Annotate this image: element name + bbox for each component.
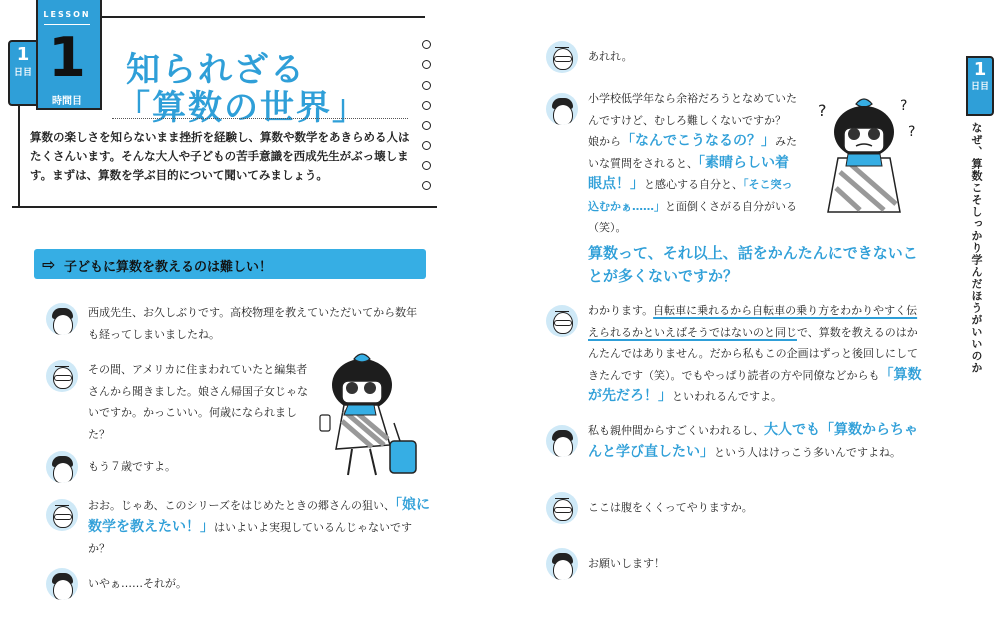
binder-ring-icon [422, 81, 431, 90]
dialogue-text: はいよいよ実現しているんじゃないですか？ [88, 520, 412, 555]
dialogue-line: お願いします！ [588, 557, 665, 570]
lesson-rule [44, 24, 90, 25]
avatar-nishinari [46, 568, 78, 600]
lesson-sub-label: 時間目 [52, 96, 82, 107]
dialogue-line: ここは腹をくくってやりますか。 [588, 501, 753, 514]
svg-text:?: ? [818, 101, 827, 120]
dialogue-text: わかります。 [588, 304, 654, 317]
dialogue-highlight: 「娘に数学を教えたい！」 [88, 497, 431, 535]
title-divider [112, 118, 408, 119]
day-tab-left [8, 40, 38, 106]
day-tab-right [966, 56, 994, 116]
dialogue-line: その間、アメリカに住まわれていたと編集者さんから聞きました。娘さん帰国子女じゃないですか。かっこいい。何歳になられました？ [88, 363, 308, 441]
avatar-editor [46, 360, 78, 392]
binder-ring-icon [422, 60, 431, 69]
dialogue-line [588, 300, 924, 408]
header-top-border [95, 16, 425, 18]
dialogue-highlight: 大人でも「算数からちゃんと学び直したい」 [588, 422, 918, 460]
day-tab-label: 日目 [13, 68, 32, 78]
dialogue-line: もう７歳ですよ。 [88, 460, 176, 473]
binder-ring-icon [422, 101, 431, 110]
girl-with-suitcase-illustration [314, 345, 426, 485]
avatar-editor [46, 499, 78, 531]
dialogue-text: と感心する自分と、 [644, 178, 743, 191]
chapter-vertical-caption: なぜ、算数こそしっかり学んだほうがいいのか [970, 122, 983, 374]
avatar-editor [546, 492, 578, 524]
question-heading: 算数って、それ以上、話をかんたんにできないことが多くないですか？ [588, 244, 918, 285]
dialogue-line: あれれ。 [588, 50, 633, 63]
avatar-nishinari [546, 548, 578, 580]
dialogue-text: 小学校低学年なら余裕だろうとなめていたんですけど、むしろ難しくないですか？ 娘から [588, 92, 797, 148]
svg-text:?: ? [900, 98, 908, 114]
dialogue-text: で、算数を教えるのはかんたんではありません。だから私もこの企画はずっと後回しにしてきたんです（笑）。でもやっぱり読者の方や同僚などからも [588, 325, 918, 382]
lesson-label: LESSON [43, 10, 91, 19]
dialogue-line [588, 420, 924, 463]
page-title-line2: 「算数の世界」 [116, 88, 368, 128]
dialogue-highlight: 「算数が先だろ！」 [588, 366, 922, 404]
avatar-nishinari [46, 451, 78, 483]
dialogue-text: 私も親仲間からすごくいわれるし、 [588, 424, 764, 437]
header-bottom-border [12, 206, 437, 208]
intro-paragraph: 算数の楽しさを知らないまま挫折を経験し、算数や数学をあきらめる人はたくさんいます。そんな大人や子どもの苦手意識を西成先生がぶっ壊します。まずは、算数を学ぶ目的について聞いてみましょう。 [30, 130, 410, 182]
day-tab-number: 1 [973, 59, 987, 80]
day-tab-number: 1 [16, 44, 30, 65]
avatar-nishinari [546, 425, 578, 457]
dialogue-line: いやぁ……それが。 [88, 577, 187, 590]
dialogue-underlined: 自転車に乗れるから自転車の乗り方をわかりやすく伝えられるかといえばそうではないのと同じ [588, 304, 918, 339]
dialogue-text: おお。じゃあ、このシリーズをはじめたときの郷さんの狙い、 [88, 499, 396, 512]
binder-ring-icon [422, 141, 431, 150]
arrow-right-icon: ⇨ [42, 255, 56, 274]
avatar-editor [546, 305, 578, 337]
dialogue-text: といわれるんですよ。 [672, 390, 782, 403]
dialogue-highlight: 「素晴らしい着眼点！」 [588, 154, 789, 192]
dialogue-line [88, 495, 430, 560]
page-title-line1: 知られざる [126, 50, 306, 90]
dialogue-line: 西成先生、お久しぶりです。高校物理を教えていただいてから数年も経ってしまいましたね。 [88, 306, 418, 341]
confused-girl-illustration [808, 92, 928, 216]
dialogue-text: みたいな質問をされると、 [588, 135, 797, 170]
section-heading: 子どもに算数を教えるのは難しい！ [64, 260, 273, 275]
avatar-nishinari [46, 303, 78, 335]
binder-ring-icon [422, 161, 431, 170]
dialogue-line [588, 88, 798, 239]
dialogue-highlight: 「なんでこうなるの？」 [621, 133, 775, 149]
avatar-editor [546, 41, 578, 73]
binder-ring-icon [422, 181, 431, 190]
lesson-number: 1 [48, 26, 86, 89]
avatar-nishinari [546, 93, 578, 125]
dialogue-highlight: 「そこ突っ込むかぁ……」 [588, 178, 793, 213]
svg-text:?: ? [908, 124, 916, 140]
binder-ring-icon [422, 121, 431, 130]
binder-ring-icon [422, 40, 431, 49]
day-tab-label: 日目 [970, 82, 989, 92]
dialogue-text: という人はけっこう多いんですよね。 [714, 445, 901, 459]
dialogue-text: と面倒くさがる自分がいる（笑）。 [588, 199, 797, 234]
